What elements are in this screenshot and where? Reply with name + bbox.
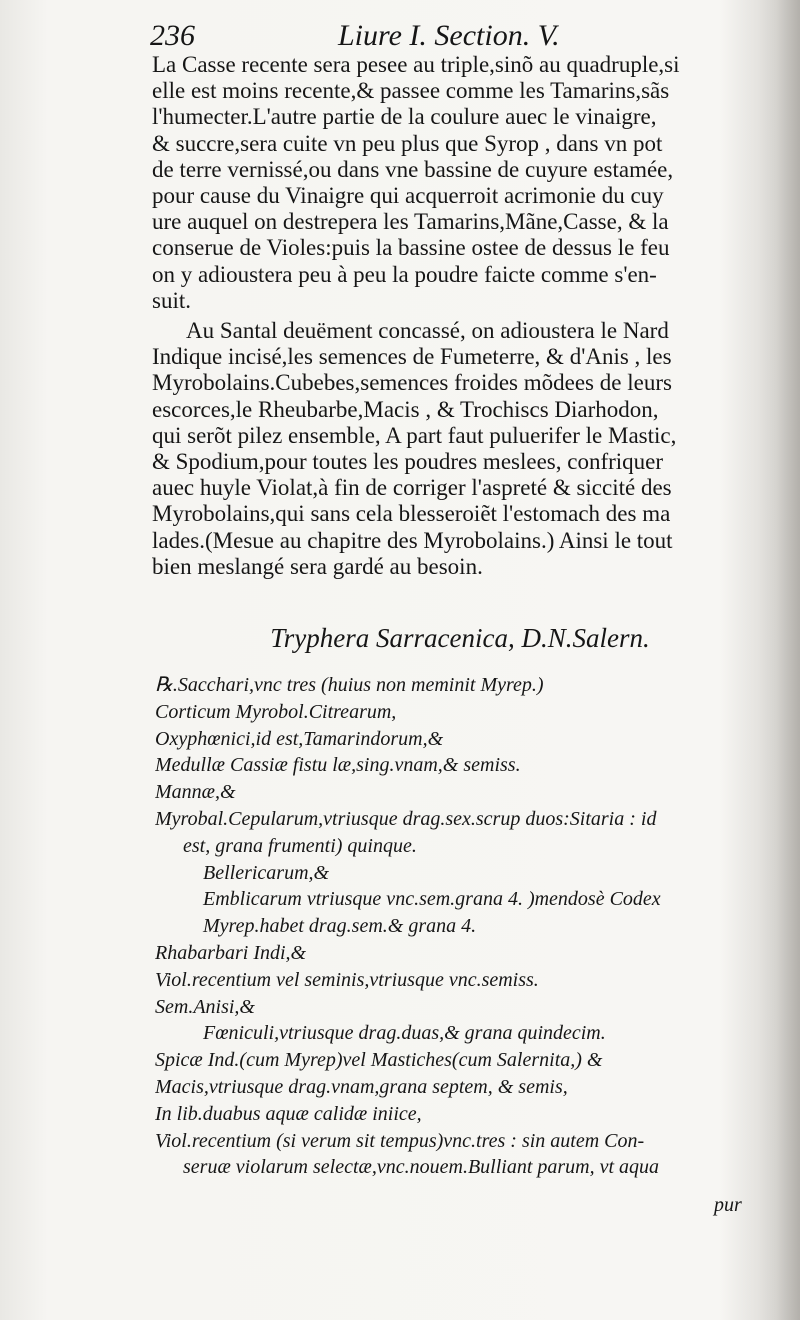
text-line: Au Santal deuëment concassé, on adioustera le Nard [186, 318, 669, 344]
text-line: Myrobolains.Cubebes,semences froides mõdees de leurs [152, 370, 672, 396]
recipe-line: ℞.Sacchari,vnc tres (huius non meminit Myrep.) [155, 674, 544, 696]
recipe-line: Myrep.habet drag.sem.& grana 4. [203, 915, 477, 938]
recipe-line: Spicæ Ind.(cum Myrep)vel Mastiches(cum Salernita,) & [155, 1049, 603, 1072]
recipe-line: est, grana frumenti) quinque. [183, 834, 417, 857]
page-header [150, 16, 570, 56]
text-line: & succre,sera cuite vn peu plus que Syrop , dans vn pot [152, 130, 663, 156]
recipe-line: Sem.Anisi,& [155, 995, 255, 1018]
text-line: elle est moins recente,& passee comme les Tamarins,sãs [152, 78, 670, 104]
recipe-line: Medullæ Cassiæ fistu læ,sing.vnam,& semiss. [155, 754, 521, 777]
recipe-line: Emblicarum vtriusque vnc.sem.grana 4. )mendosè Codex [203, 888, 661, 911]
recipe-line: Rhabarbari Indi,& [155, 941, 307, 964]
recipe-line: In lib.duabus aquæ calidæ iniice, [155, 1102, 422, 1125]
page-number: 236 [150, 19, 195, 52]
running-title: Liure I. Section. V. [338, 19, 560, 52]
text-line: suit. [152, 287, 191, 313]
text-line: l'humecter.L'autre partie de la coulure auec le vinaigre, [152, 104, 657, 130]
main-text [152, 52, 772, 580]
paragraph-1 [152, 52, 772, 314]
text-line: bien meslangé sera gardé au besoin. [152, 553, 483, 579]
recipe-line: Bellericarum,& [203, 861, 330, 884]
recipe-line: Viol.recentium (si verum sit tempus)vnc.tres : sin autem Con- [155, 1129, 645, 1152]
text-line: pour cause du Vinaigre qui acquerroit acrimonie du cuy [152, 183, 664, 209]
text-line: de terre vernissé,ou dans vne bassine de cuyure estamée, [152, 156, 674, 182]
text-line: & Spodium,pour toutes les poudres meslees, confriquer [152, 449, 664, 475]
text-line: ure auquel on destrepera les Tamarins,Mãne,Casse, & la [152, 209, 669, 235]
catchword: pur [714, 1194, 742, 1216]
recipe-line: Macis,vtriusque drag.vnam,grana septem, & semis, [155, 1075, 568, 1098]
text-line: auec huyle Violat,à fin de corriger l'aspreté & siccité des [152, 475, 672, 501]
text-line: conserue de Violes:puis la bassine ostee de dessus le feu [152, 235, 670, 261]
recipe-title: Tryphera Sarracenica, D.N.Salern. [270, 623, 650, 653]
recipe-line: Corticum Myrobol.Citrearum, [155, 700, 397, 723]
recipe-line: seruæ violarum selectæ,vnc.nouem.Bulliant parum, vt aqua [183, 1156, 660, 1179]
text-line: escorces,le Rheubarbe,Macis , & Trochiscs Diarhodon, [152, 396, 659, 422]
text-line: Indique incisé,les semences de Fumeterre, & d'Anis , les [152, 344, 672, 370]
recipe-line: Mannæ,& [155, 781, 236, 804]
text-line: Myrobolains,qui sans cela blesseroiẽt l'estomach des ma [152, 501, 671, 527]
text-line: on y adioustera peu à peu la poudre faicte comme s'en- [152, 261, 657, 287]
recipe-line: Oxyphœnici,id est,Tamarindorum,& [155, 727, 444, 750]
paragraph-2 [152, 318, 772, 580]
recipe-line: Viol.recentium vel seminis,vtriusque vnc.semiss. [155, 968, 539, 991]
recipe-list [155, 672, 775, 1181]
text-line: lades.(Mesue au chapitre des Myrobolains.) Ainsi le tout [152, 527, 673, 553]
recipe-line: Myrobal.Cepularum,vtriusque drag.sex.scrup duos:Sitaria : id [155, 807, 657, 830]
recipe-line: Fœniculi,vtriusque drag.duas,& grana quindecim. [203, 1022, 606, 1045]
text-line: qui serõt pilez ensemble, A part faut puluerifer le Mastic, [152, 422, 677, 448]
text-line: La Casse recente sera pesee au triple,sinõ au quadruple,si [152, 52, 680, 77]
